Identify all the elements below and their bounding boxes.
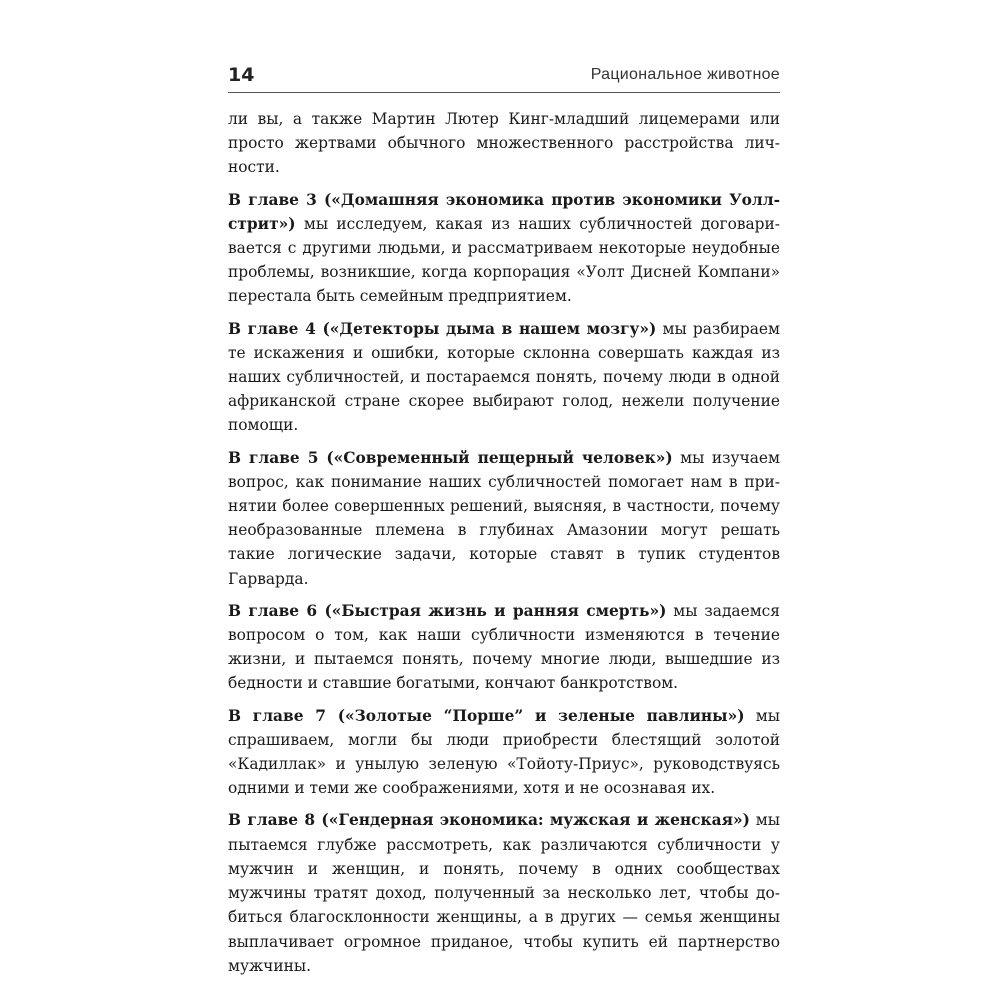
- running-head: [228, 62, 780, 93]
- chapter-lead: В главе 7 («Золотые “Порше” и зеленые павлины»): [228, 706, 745, 725]
- paragraph-chapter-4: [228, 317, 780, 438]
- paragraph-chapter-5: [228, 446, 780, 591]
- paragraph-text: мы разбираем те искажения и ошибки, которые склонна совершать каждая из наших субличностей, и постараемся понять, почему люди в одной африканской стране скорее выбирают голод, нежели получение помощи.: [228, 319, 780, 435]
- paragraph-text: мы спрашиваем, могли бы люди приобрести блестящий золотой «Кадиллак» и унылую зеленую «Тойоту-Приус», руководствуясь одними и теми же соображениями, хотя и не осознавая их.: [228, 706, 780, 798]
- paragraph-chapter-8: [228, 808, 780, 977]
- running-title: Рациональное животное: [590, 66, 780, 83]
- paragraph-text: ли вы, а также Мартин Лютер Кинг-младший лицемерами или просто жертвами обычного множественного расстройства личности.: [228, 110, 780, 177]
- paragraph-chapter-7: [228, 704, 780, 801]
- page-number: 14: [228, 64, 255, 86]
- chapter-lead: В главе 5 («Современный пещерный человек»): [228, 448, 673, 467]
- paragraph-text: мы пытаемся глубже рассмотреть, как различаются субличности у мужчин и женщин, и понять, почему в одних сообществах мужчины тратят доход, полученный за несколько лет, чтобы добиться благосклонности женщины, а в других — семья женщины выплачивает огромное приданое, чтобы купить ей партнерство мужчины.: [228, 811, 780, 975]
- chapter-lead: В главе 8 («Гендерная экономика: мужская и женская»): [228, 811, 750, 830]
- paragraph: [228, 107, 780, 180]
- body-text: [228, 107, 780, 978]
- paragraph-chapter-6: [228, 599, 780, 696]
- chapter-lead: В главе 3 («Домашняя экономика против экономики Уолл-стрит»): [228, 190, 780, 233]
- chapter-lead: В главе 6 («Быстрая жизнь и ранняя смерть»): [228, 601, 667, 620]
- paragraph-text: мы изучаем вопрос, как понимание наших субличностей помогает нам в принятии более совершенных решений, выясняя, в частности, почему необразованные племена в глубинах Амазонии могут решать такие логические задачи, которые ставят в тупик студентов Гарварда.: [228, 448, 780, 588]
- paragraph-text: мы задаемся вопросом о том, как наши субличности изменяются в течение жизни, и пытаемся понять, почему многие люди, вышедшие из бедности и ставшие богатыми, кончают банкротством.: [228, 601, 781, 693]
- chapter-lead: В главе 4 («Детекторы дыма в нашем мозгу»): [228, 319, 657, 338]
- paragraph-chapter-3: [228, 188, 780, 309]
- book-page: [228, 62, 780, 986]
- paragraph-text: мы исследуем, какая из наших субличностей договаривается с другими людьми, и рассматриваем некоторые неудобные проблемы, возникшие, когда корпорация «Уолт Дисней Компани» перестала быть семейным предприятием.: [228, 214, 780, 306]
